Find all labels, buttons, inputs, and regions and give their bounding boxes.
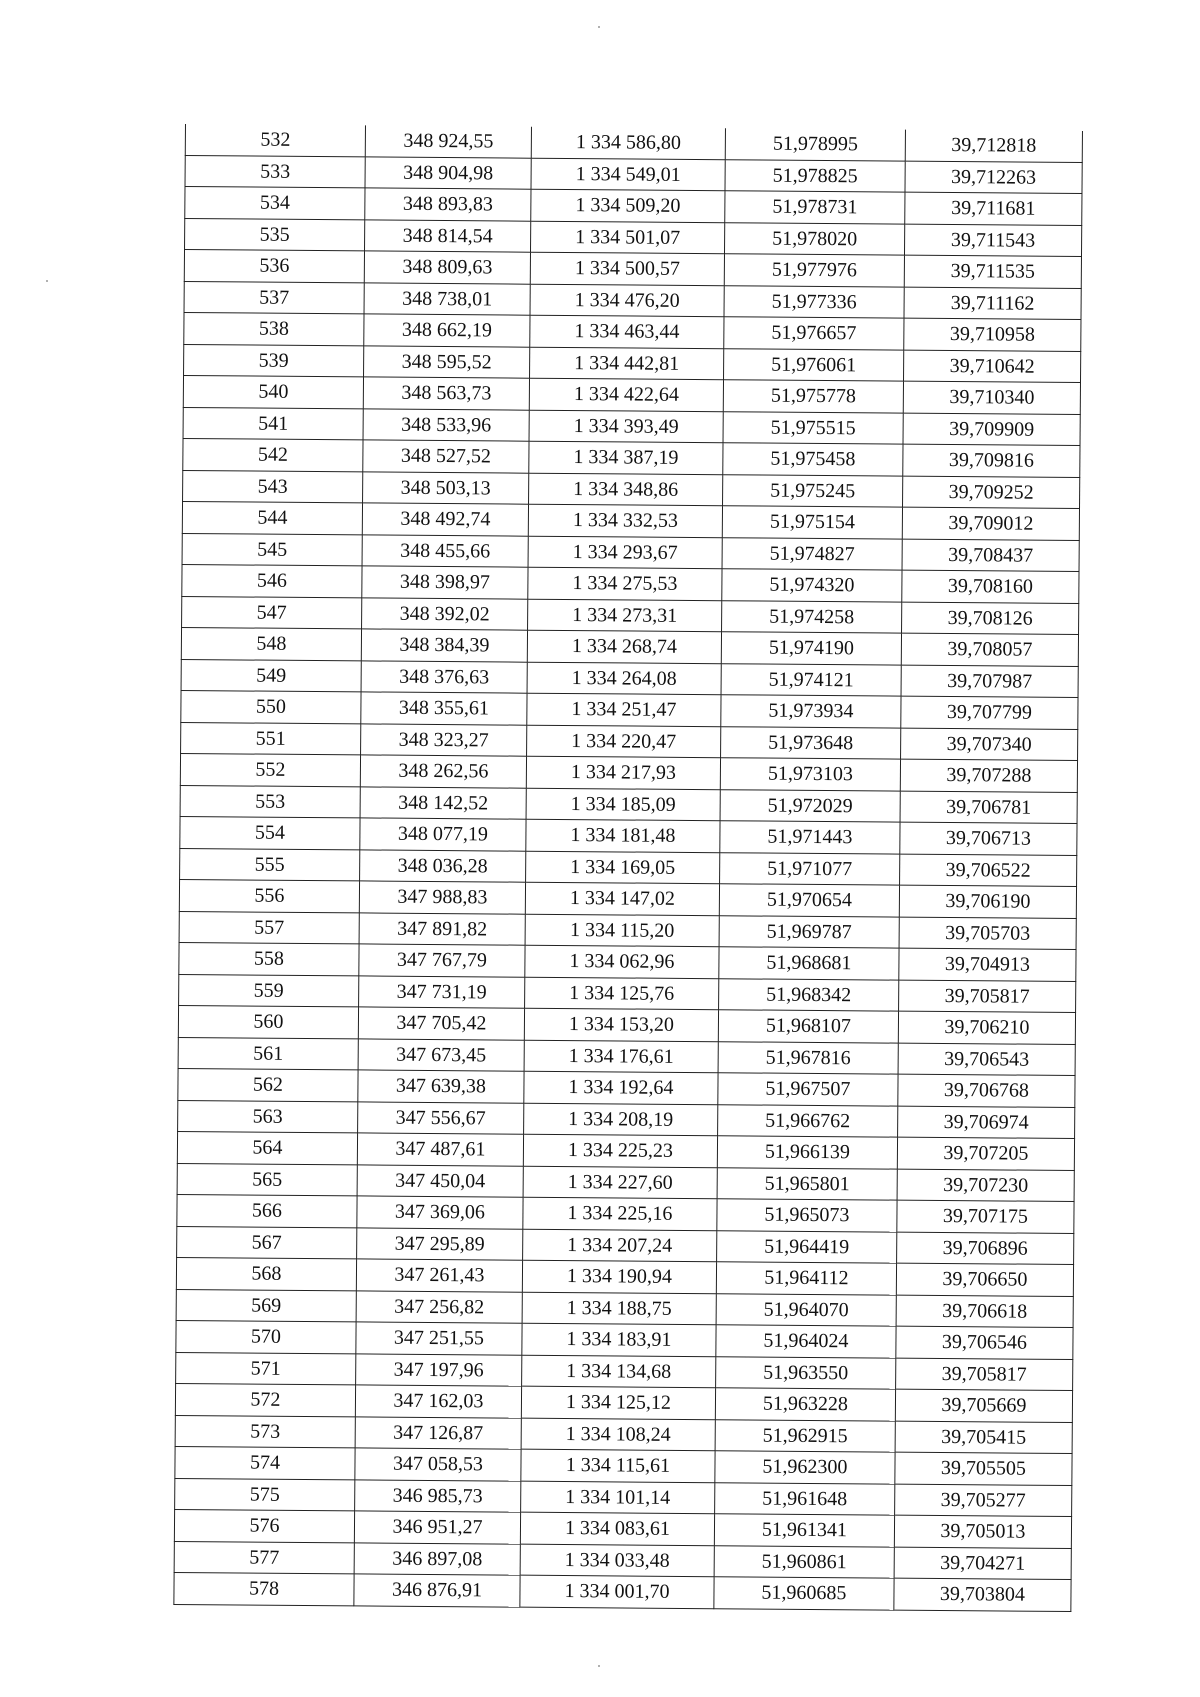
y-coordinate-cell: 1 334 348,86 xyxy=(529,473,723,506)
latitude-cell: 51,965801 xyxy=(717,1167,897,1200)
point-number-cell: 574 xyxy=(175,1446,355,1479)
latitude-cell: 51,974258 xyxy=(722,600,902,633)
point-number-cell: 542 xyxy=(183,438,363,471)
point-number-cell: 545 xyxy=(182,533,362,566)
point-number-cell: 543 xyxy=(183,470,363,503)
point-number-cell: 554 xyxy=(180,816,360,849)
longitude-cell: 39,712263 xyxy=(905,161,1082,194)
latitude-cell: 51,962300 xyxy=(715,1451,895,1484)
point-number-cell: 575 xyxy=(175,1478,355,1511)
longitude-cell: 39,706522 xyxy=(900,854,1077,887)
y-coordinate-cell: 1 334 393,49 xyxy=(529,410,723,443)
latitude-cell: 51,965073 xyxy=(717,1199,897,1232)
y-coordinate-cell: 1 334 293,67 xyxy=(528,536,722,569)
x-coordinate-cell: 348 527,52 xyxy=(363,440,529,473)
coordinates-table-body xyxy=(174,124,1083,1611)
latitude-cell: 51,978731 xyxy=(725,191,905,224)
x-coordinate-cell: 348 904,98 xyxy=(365,156,531,189)
latitude-cell: 51,976657 xyxy=(724,317,904,350)
point-number-cell: 564 xyxy=(177,1131,357,1164)
longitude-cell: 39,706543 xyxy=(898,1043,1075,1076)
x-coordinate-cell: 347 891,82 xyxy=(359,912,525,945)
longitude-cell: 39,705013 xyxy=(894,1515,1071,1548)
y-coordinate-cell: 1 334 115,20 xyxy=(525,914,719,947)
latitude-cell: 51,966762 xyxy=(718,1104,898,1137)
x-coordinate-cell: 348 323,27 xyxy=(361,723,527,756)
longitude-cell: 39,706618 xyxy=(896,1295,1073,1328)
y-coordinate-cell: 1 334 169,05 xyxy=(526,851,720,884)
y-coordinate-cell: 1 334 501,07 xyxy=(531,221,725,254)
point-number-cell: 572 xyxy=(175,1383,355,1416)
point-number-cell: 570 xyxy=(176,1320,356,1353)
y-coordinate-cell: 1 334 251,47 xyxy=(527,693,721,726)
longitude-cell: 39,706713 xyxy=(900,822,1077,855)
point-number-cell: 562 xyxy=(178,1068,358,1101)
latitude-cell: 51,968681 xyxy=(719,947,899,980)
y-coordinate-cell: 1 334 275,53 xyxy=(528,567,722,600)
latitude-cell: 51,964024 xyxy=(716,1325,896,1358)
x-coordinate-cell: 347 988,83 xyxy=(359,881,525,914)
y-coordinate-cell: 1 334 134,68 xyxy=(522,1355,716,1388)
x-coordinate-cell: 347 197,96 xyxy=(356,1353,522,1386)
point-number-cell: 536 xyxy=(184,250,364,283)
latitude-cell: 51,977976 xyxy=(724,254,904,287)
x-coordinate-cell: 346 985,73 xyxy=(355,1479,521,1512)
latitude-cell: 51,978020 xyxy=(724,222,904,255)
x-coordinate-cell: 347 162,03 xyxy=(355,1385,521,1418)
latitude-cell: 51,969787 xyxy=(719,915,899,948)
point-number-cell: 578 xyxy=(174,1572,354,1605)
longitude-cell: 39,703804 xyxy=(894,1578,1071,1611)
latitude-cell: 51,974320 xyxy=(722,569,902,602)
point-number-cell: 569 xyxy=(176,1289,356,1322)
x-coordinate-cell: 346 951,27 xyxy=(354,1511,520,1544)
longitude-cell: 39,711543 xyxy=(904,224,1081,257)
point-number-cell: 532 xyxy=(185,124,365,156)
latitude-cell: 51,962915 xyxy=(715,1419,895,1452)
y-coordinate-cell: 1 334 387,19 xyxy=(529,441,723,474)
y-coordinate-cell: 1 334 332,53 xyxy=(528,504,722,537)
latitude-cell: 51,972029 xyxy=(720,789,900,822)
point-number-cell: 537 xyxy=(184,281,364,314)
longitude-cell: 39,704271 xyxy=(894,1547,1071,1580)
longitude-cell: 39,707987 xyxy=(901,665,1078,698)
longitude-cell: 39,712818 xyxy=(905,130,1082,162)
longitude-cell: 39,705277 xyxy=(895,1484,1072,1517)
latitude-cell: 51,978995 xyxy=(725,128,905,160)
y-coordinate-cell: 1 334 273,31 xyxy=(528,599,722,632)
latitude-cell: 51,961648 xyxy=(715,1482,895,1515)
point-number-cell: 567 xyxy=(177,1226,357,1259)
longitude-cell: 39,708160 xyxy=(902,570,1079,603)
x-coordinate-cell: 347 369,06 xyxy=(357,1196,523,1229)
coordinates-table-wrapper xyxy=(173,124,1082,1611)
point-number-cell: 553 xyxy=(180,785,360,818)
longitude-cell: 39,706974 xyxy=(898,1106,1075,1139)
y-coordinate-cell: 1 334 220,47 xyxy=(527,725,721,758)
y-coordinate-cell: 1 334 225,16 xyxy=(523,1197,717,1230)
latitude-cell: 51,973934 xyxy=(721,695,901,728)
point-number-cell: 565 xyxy=(177,1163,357,1196)
latitude-cell: 51,967507 xyxy=(718,1073,898,1106)
x-coordinate-cell: 347 450,04 xyxy=(357,1164,523,1197)
point-number-cell: 573 xyxy=(175,1415,355,1448)
longitude-cell: 39,707230 xyxy=(897,1169,1074,1202)
latitude-cell: 51,961341 xyxy=(714,1514,894,1547)
longitude-cell: 39,706768 xyxy=(898,1074,1075,1107)
point-number-cell: 549 xyxy=(181,659,361,692)
y-coordinate-cell: 1 334 208,19 xyxy=(524,1103,718,1136)
longitude-cell: 39,707288 xyxy=(900,759,1077,792)
y-coordinate-cell: 1 334 509,20 xyxy=(531,189,725,222)
x-coordinate-cell: 348 142,52 xyxy=(360,786,526,819)
x-coordinate-cell: 347 295,89 xyxy=(357,1227,523,1260)
x-coordinate-cell: 347 731,19 xyxy=(359,975,525,1008)
point-number-cell: 547 xyxy=(182,596,362,629)
y-coordinate-cell: 1 334 422,64 xyxy=(529,378,723,411)
longitude-cell: 39,706896 xyxy=(897,1232,1074,1265)
point-number-cell: 539 xyxy=(184,344,364,377)
latitude-cell: 51,975245 xyxy=(723,474,903,507)
y-coordinate-cell: 1 334 176,61 xyxy=(524,1040,718,1073)
latitude-cell: 51,975154 xyxy=(722,506,902,539)
point-number-cell: 568 xyxy=(176,1257,356,1290)
scan-speck xyxy=(46,280,48,282)
y-coordinate-cell: 1 334 125,12 xyxy=(521,1386,715,1419)
point-number-cell: 548 xyxy=(181,627,361,660)
x-coordinate-cell: 347 126,87 xyxy=(355,1416,521,1449)
latitude-cell: 51,963228 xyxy=(715,1388,895,1421)
latitude-cell: 51,960861 xyxy=(714,1545,894,1578)
y-coordinate-cell: 1 334 183,91 xyxy=(522,1323,716,1356)
x-coordinate-cell: 348 924,55 xyxy=(365,125,531,157)
longitude-cell: 39,709012 xyxy=(902,507,1079,540)
x-coordinate-cell: 347 556,67 xyxy=(358,1101,524,1134)
longitude-cell: 39,705415 xyxy=(895,1421,1072,1454)
table-row xyxy=(174,1572,1071,1611)
latitude-cell: 51,977336 xyxy=(724,285,904,318)
y-coordinate-cell: 1 334 264,08 xyxy=(527,662,721,695)
x-coordinate-cell: 348 662,19 xyxy=(364,314,530,347)
point-number-cell: 535 xyxy=(185,218,365,251)
latitude-cell: 51,964112 xyxy=(716,1262,896,1295)
y-coordinate-cell: 1 334 442,81 xyxy=(530,347,724,380)
point-number-cell: 557 xyxy=(179,911,359,944)
latitude-cell: 51,970654 xyxy=(719,884,899,917)
point-number-cell: 558 xyxy=(179,942,359,975)
point-number-cell: 544 xyxy=(182,501,362,534)
y-coordinate-cell: 1 334 549,01 xyxy=(531,158,725,191)
latitude-cell: 51,975515 xyxy=(723,411,903,444)
y-coordinate-cell: 1 334 185,09 xyxy=(526,788,720,821)
point-number-cell: 576 xyxy=(174,1509,354,1542)
y-coordinate-cell: 1 334 192,64 xyxy=(524,1071,718,1104)
longitude-cell: 39,707799 xyxy=(901,696,1078,729)
point-number-cell: 540 xyxy=(183,375,363,408)
x-coordinate-cell: 347 705,42 xyxy=(358,1007,524,1040)
point-number-cell: 555 xyxy=(180,848,360,881)
longitude-cell: 39,711162 xyxy=(904,287,1081,320)
latitude-cell: 51,963550 xyxy=(716,1356,896,1389)
point-number-cell: 552 xyxy=(180,753,360,786)
point-number-cell: 571 xyxy=(176,1352,356,1385)
x-coordinate-cell: 348 077,19 xyxy=(360,818,526,851)
latitude-cell: 51,971443 xyxy=(720,821,900,854)
x-coordinate-cell: 348 814,54 xyxy=(365,219,531,252)
x-coordinate-cell: 348 563,73 xyxy=(363,377,529,410)
latitude-cell: 51,974190 xyxy=(721,632,901,665)
x-coordinate-cell: 348 455,66 xyxy=(362,534,528,567)
x-coordinate-cell: 348 262,56 xyxy=(360,755,526,788)
latitude-cell: 51,964419 xyxy=(717,1230,897,1263)
x-coordinate-cell: 348 492,74 xyxy=(362,503,528,536)
point-number-cell: 577 xyxy=(174,1541,354,1574)
x-coordinate-cell: 347 767,79 xyxy=(359,944,525,977)
x-coordinate-cell: 348 503,13 xyxy=(363,471,529,504)
x-coordinate-cell: 348 595,52 xyxy=(364,345,530,378)
longitude-cell: 39,705703 xyxy=(899,917,1076,950)
y-coordinate-cell: 1 334 225,23 xyxy=(523,1134,717,1167)
point-number-cell: 566 xyxy=(177,1194,357,1227)
y-coordinate-cell: 1 334 463,44 xyxy=(530,315,724,348)
x-coordinate-cell: 347 251,55 xyxy=(356,1322,522,1355)
coordinates-table xyxy=(173,124,1083,1612)
latitude-cell: 51,968342 xyxy=(719,978,899,1011)
y-coordinate-cell: 1 334 268,74 xyxy=(527,630,721,663)
longitude-cell: 39,709909 xyxy=(903,413,1080,446)
latitude-cell: 51,974121 xyxy=(721,663,901,696)
point-number-cell: 551 xyxy=(181,722,361,755)
longitude-cell: 39,706650 xyxy=(896,1263,1073,1296)
x-coordinate-cell: 348 355,61 xyxy=(361,692,527,725)
latitude-cell: 51,975458 xyxy=(723,443,903,476)
longitude-cell: 39,705817 xyxy=(899,980,1076,1013)
x-coordinate-cell: 346 876,91 xyxy=(354,1574,520,1607)
x-coordinate-cell: 348 738,01 xyxy=(364,282,530,315)
point-number-cell: 559 xyxy=(179,974,359,1007)
y-coordinate-cell: 1 334 101,14 xyxy=(521,1481,715,1514)
point-number-cell: 556 xyxy=(179,879,359,912)
longitude-cell: 39,708057 xyxy=(901,633,1078,666)
scan-speck xyxy=(598,1665,600,1667)
longitude-cell: 39,706781 xyxy=(900,791,1077,824)
point-number-cell: 546 xyxy=(182,564,362,597)
longitude-cell: 39,705817 xyxy=(896,1358,1073,1391)
x-coordinate-cell: 348 036,28 xyxy=(360,849,526,882)
latitude-cell: 51,973103 xyxy=(720,758,900,791)
y-coordinate-cell: 1 334 188,75 xyxy=(522,1292,716,1325)
point-number-cell: 561 xyxy=(178,1037,358,1070)
x-coordinate-cell: 348 533,96 xyxy=(363,408,529,441)
point-number-cell: 533 xyxy=(185,155,365,188)
longitude-cell: 39,709816 xyxy=(903,444,1080,477)
y-coordinate-cell: 1 334 153,20 xyxy=(524,1008,718,1041)
longitude-cell: 39,710340 xyxy=(903,381,1080,414)
y-coordinate-cell: 1 334 147,02 xyxy=(525,882,719,915)
y-coordinate-cell: 1 334 033,48 xyxy=(520,1544,714,1577)
latitude-cell: 51,975778 xyxy=(723,380,903,413)
longitude-cell: 39,708437 xyxy=(902,539,1079,572)
x-coordinate-cell: 347 639,38 xyxy=(358,1070,524,1103)
latitude-cell: 51,968107 xyxy=(718,1010,898,1043)
latitude-cell: 51,974827 xyxy=(722,537,902,570)
y-coordinate-cell: 1 334 108,24 xyxy=(521,1418,715,1451)
x-coordinate-cell: 347 256,82 xyxy=(356,1290,522,1323)
point-number-cell: 550 xyxy=(181,690,361,723)
y-coordinate-cell: 1 334 190,94 xyxy=(522,1260,716,1293)
longitude-cell: 39,706190 xyxy=(899,885,1076,918)
y-coordinate-cell: 1 334 217,93 xyxy=(526,756,720,789)
x-coordinate-cell: 348 809,63 xyxy=(364,251,530,284)
latitude-cell: 51,960685 xyxy=(714,1577,894,1610)
x-coordinate-cell: 348 893,83 xyxy=(365,188,531,221)
longitude-cell: 39,710642 xyxy=(904,350,1081,383)
x-coordinate-cell: 346 897,08 xyxy=(354,1542,520,1575)
y-coordinate-cell: 1 334 181,48 xyxy=(526,819,720,852)
longitude-cell: 39,711681 xyxy=(905,192,1082,225)
y-coordinate-cell: 1 334 476,20 xyxy=(530,284,724,317)
longitude-cell: 39,706210 xyxy=(898,1011,1075,1044)
y-coordinate-cell: 1 334 083,61 xyxy=(520,1512,714,1545)
y-coordinate-cell: 1 334 062,96 xyxy=(525,945,719,978)
x-coordinate-cell: 348 392,02 xyxy=(362,597,528,630)
point-number-cell: 541 xyxy=(183,407,363,440)
longitude-cell: 39,707175 xyxy=(897,1200,1074,1233)
point-number-cell: 534 xyxy=(185,187,365,220)
latitude-cell: 51,967816 xyxy=(718,1041,898,1074)
latitude-cell: 51,971077 xyxy=(720,852,900,885)
x-coordinate-cell: 347 058,53 xyxy=(355,1448,521,1481)
point-number-cell: 563 xyxy=(178,1100,358,1133)
x-coordinate-cell: 348 384,39 xyxy=(361,629,527,662)
longitude-cell: 39,707205 xyxy=(897,1137,1074,1170)
longitude-cell: 39,704913 xyxy=(899,948,1076,981)
y-coordinate-cell: 1 334 227,60 xyxy=(523,1166,717,1199)
x-coordinate-cell: 347 673,45 xyxy=(358,1038,524,1071)
longitude-cell: 39,709252 xyxy=(903,476,1080,509)
longitude-cell: 39,710958 xyxy=(904,318,1081,351)
x-coordinate-cell: 348 376,63 xyxy=(361,660,527,693)
longitude-cell: 39,706546 xyxy=(896,1326,1073,1359)
longitude-cell: 39,707340 xyxy=(901,728,1078,761)
longitude-cell: 39,705669 xyxy=(895,1389,1072,1422)
y-coordinate-cell: 1 334 001,70 xyxy=(520,1575,714,1608)
longitude-cell: 39,705505 xyxy=(895,1452,1072,1485)
latitude-cell: 51,964070 xyxy=(716,1293,896,1326)
latitude-cell: 51,976061 xyxy=(724,348,904,381)
y-coordinate-cell: 1 334 115,61 xyxy=(521,1449,715,1482)
x-coordinate-cell: 348 398,97 xyxy=(362,566,528,599)
longitude-cell: 39,708126 xyxy=(902,602,1079,635)
latitude-cell: 51,973648 xyxy=(721,726,901,759)
scan-speck xyxy=(598,26,600,28)
y-coordinate-cell: 1 334 207,24 xyxy=(523,1229,717,1262)
latitude-cell: 51,966139 xyxy=(717,1136,897,1169)
point-number-cell: 538 xyxy=(184,312,364,345)
y-coordinate-cell: 1 334 586,80 xyxy=(531,127,725,160)
x-coordinate-cell: 347 261,43 xyxy=(356,1259,522,1292)
longitude-cell: 39,711535 xyxy=(904,255,1081,288)
point-number-cell: 560 xyxy=(178,1005,358,1038)
y-coordinate-cell: 1 334 500,57 xyxy=(530,252,724,285)
x-coordinate-cell: 347 487,61 xyxy=(357,1133,523,1166)
y-coordinate-cell: 1 334 125,76 xyxy=(525,977,719,1010)
latitude-cell: 51,978825 xyxy=(725,159,905,192)
